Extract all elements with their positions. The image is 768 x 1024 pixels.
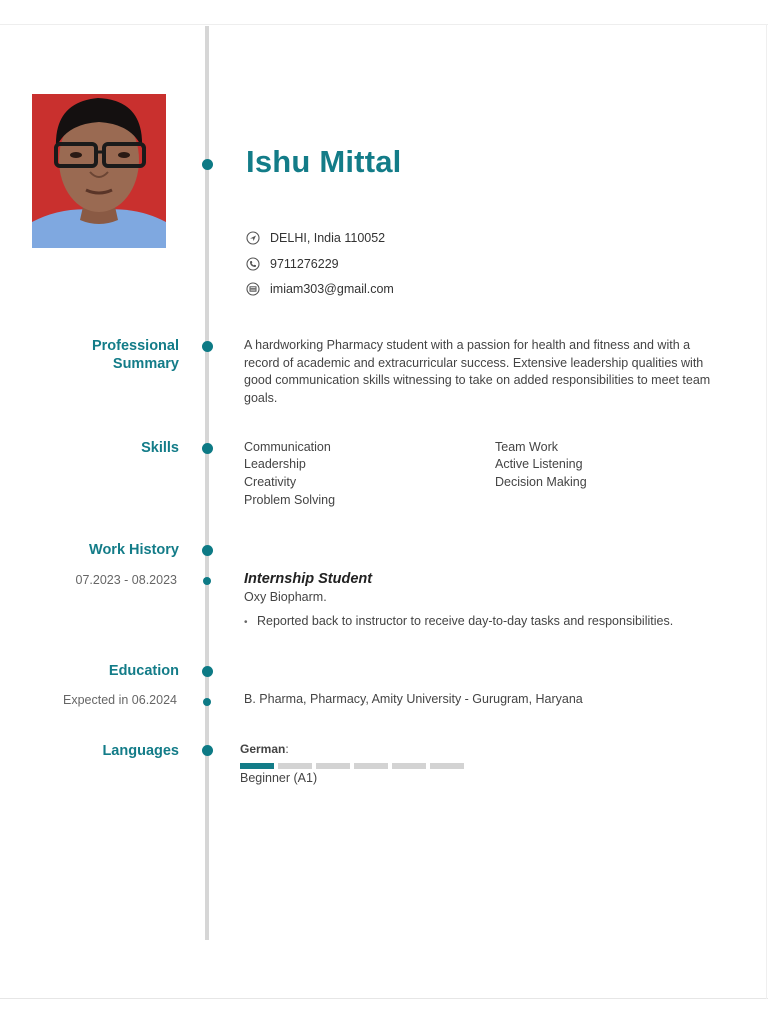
bullet-icon: • <box>244 617 248 628</box>
job-bullet <box>244 614 673 628</box>
timeline-dot-degree <box>203 698 211 706</box>
skill-item: Team Work <box>495 440 558 454</box>
section-title-languages: Languages <box>102 743 179 759</box>
language-level-segment <box>240 763 274 769</box>
summary-text: A hardworking Pharmacy student with a passion for health and fitness and with a record of academic and extracurricular success. Extensive leadership qualities with good communication skills witnessing to take on added responsibilities to meet team goals. <box>244 338 711 405</box>
timeline-dot-education <box>202 666 213 677</box>
language-level-segment <box>316 763 350 769</box>
education-date: Expected in 06.2024 <box>63 693 177 707</box>
section-title-work: Work History <box>89 542 179 558</box>
language-level-segment <box>430 763 464 769</box>
skill-item: Creativity <box>244 475 297 489</box>
language-name-text: German <box>240 742 286 756</box>
section-title-summary-line1: Professional <box>91 338 179 354</box>
section-title-summary-line2: Summary <box>112 356 179 372</box>
timeline-dot-languages <box>202 745 213 756</box>
phone-text: 9711276229 <box>270 257 339 271</box>
work-dates: 07.2023 - 08.2023 <box>75 573 177 587</box>
location-icon <box>246 231 260 245</box>
language-name-colon: : <box>285 742 289 756</box>
language-name <box>240 742 289 756</box>
timeline-dot-work <box>202 545 213 556</box>
timeline-dot-summary <box>202 341 213 352</box>
timeline-dot-skills <box>202 443 213 454</box>
skill-item: Decision Making <box>495 475 587 489</box>
timeline-dot-name <box>202 159 213 170</box>
phone-icon <box>246 257 260 271</box>
skill-item: Communication <box>244 440 331 454</box>
address-text: DELHI, India 110052 <box>270 231 386 245</box>
skill-item: Active Listening <box>495 457 583 471</box>
language-level-segment <box>354 763 388 769</box>
contact-email <box>246 280 394 298</box>
skill-item: Problem Solving <box>244 493 336 507</box>
contact-phone <box>246 255 339 273</box>
profile-photo <box>32 94 166 248</box>
page-right-border <box>766 24 767 999</box>
timeline-dot-job <box>203 577 211 585</box>
section-title-skills: Skills <box>141 440 179 456</box>
section-title-summary <box>92 337 179 373</box>
contact-address <box>246 229 385 247</box>
page-top-border <box>0 24 768 25</box>
skill-item: Leadership <box>244 457 306 471</box>
page-bottom-border <box>0 998 768 999</box>
language-level-segment <box>278 763 312 769</box>
language-level: Beginner (A1) <box>240 771 318 785</box>
section-title-education: Education <box>108 663 179 679</box>
email-text: imiam303@gmail.com <box>270 282 394 296</box>
job-title: Internship Student <box>244 571 373 587</box>
language-level-segment <box>392 763 426 769</box>
email-icon <box>246 282 260 296</box>
job-company: Oxy Biopharm. <box>244 590 327 604</box>
candidate-name: Ishu Mittal <box>246 144 402 179</box>
education-detail: B. Pharma, Pharmacy, Amity University - Gurugram, Haryana <box>244 692 583 706</box>
language-level-bar <box>240 763 464 769</box>
job-bullet-text: Reported back to instructor to receive day-to-day tasks and responsibilities. <box>257 614 674 628</box>
